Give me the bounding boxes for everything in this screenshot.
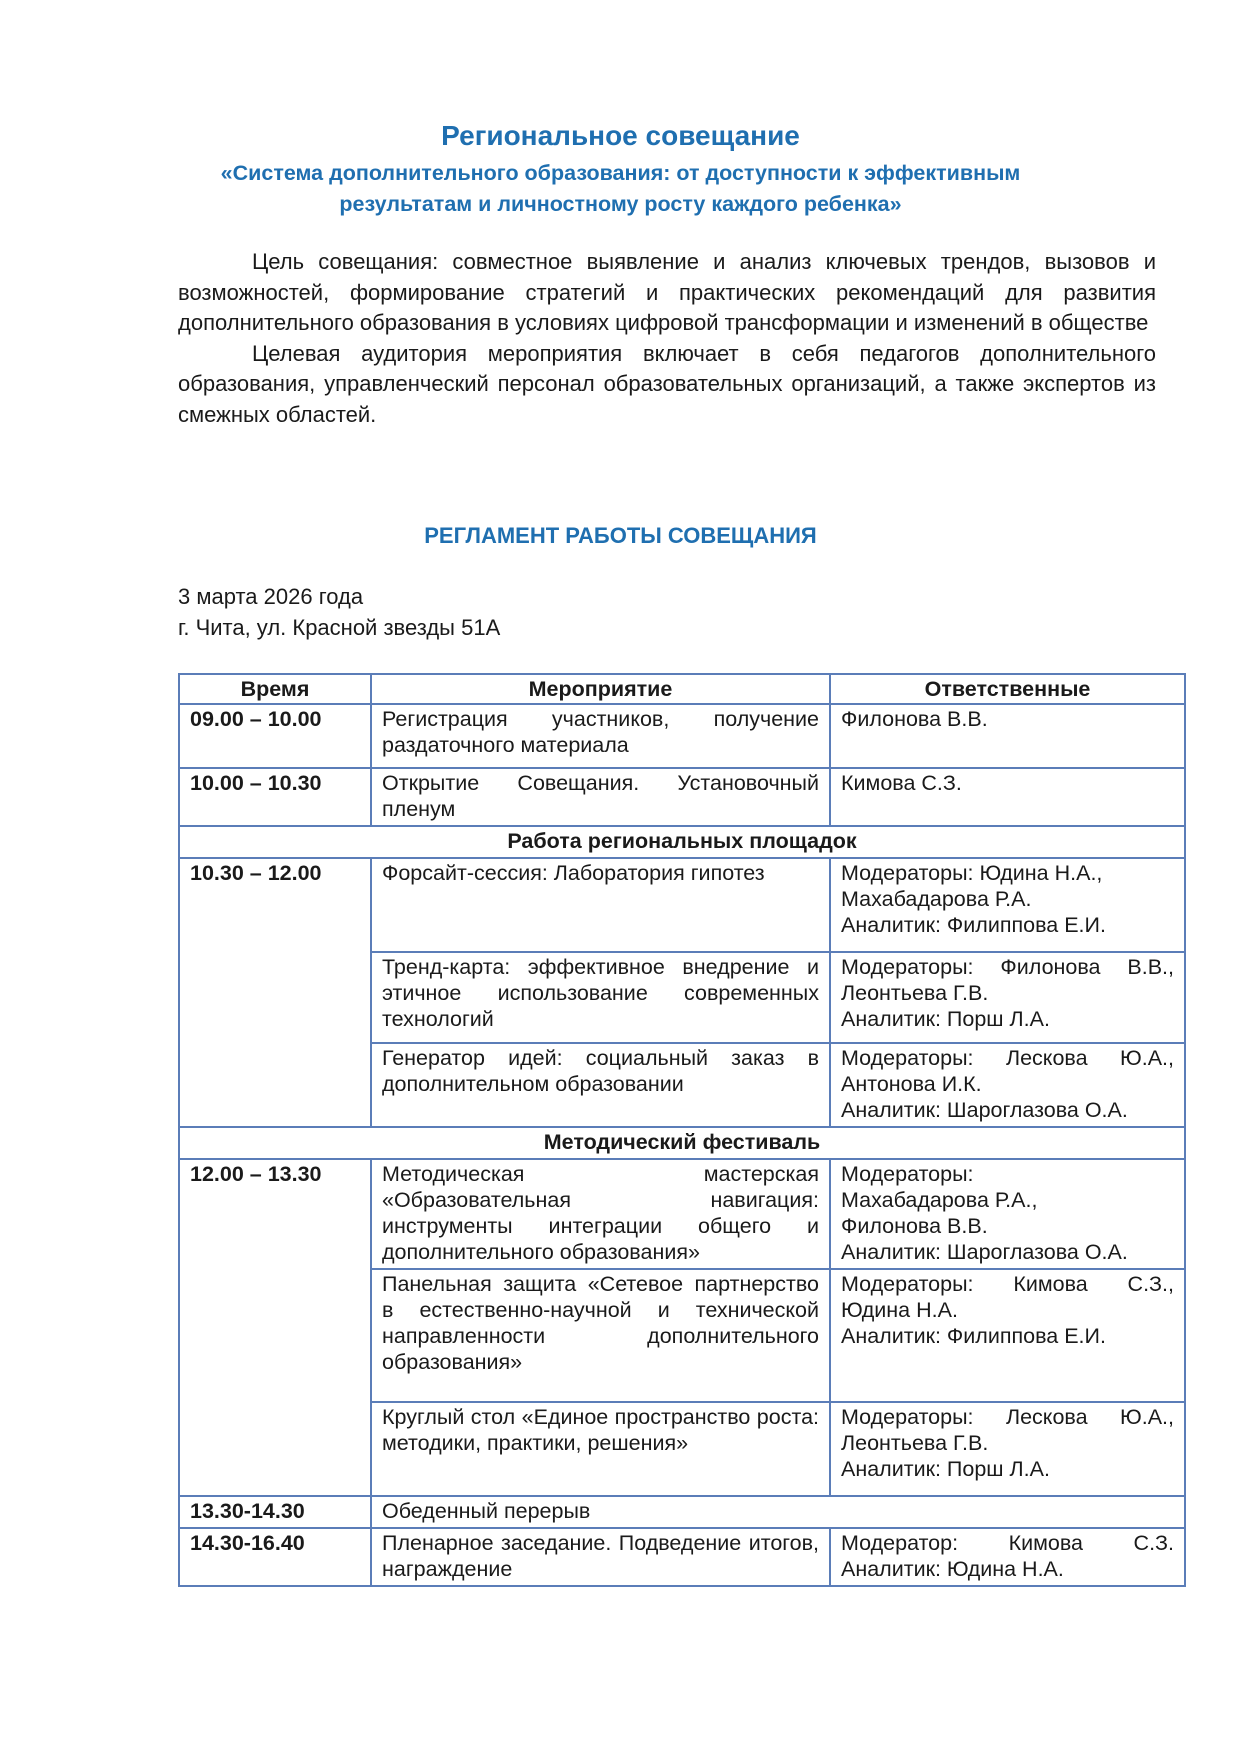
row-responsible [830,1269,1185,1402]
document-subtitle [0,158,1241,220]
responsible-line: Модераторы: Лескова Ю.А., [841,1046,1174,1070]
row-event: Пленарное заседание. Подведение итогов, награждение [371,1528,830,1586]
responsible-line: Модератор: Кимова С.З. [841,1531,1174,1555]
header-event: Мероприятие [371,674,830,704]
event-date: 3 марта 2026 года [178,584,364,609]
row-event: Круглый стол «Единое пространство роста: методики, практики, решения» [371,1402,830,1496]
responsible-line: Аналитик: Филиппова Е.И. [841,1324,1106,1348]
table-row [179,858,1185,952]
responsible-line: Махабадарова Р.А., [841,1188,1038,1212]
row-responsible [830,704,1185,768]
section-row [179,826,1185,858]
responsible-line: Аналитик: Шароглазова О.А. [841,1098,1128,1122]
responsible-line: Аналитик: Порш Л.А. [841,1007,1050,1031]
document-title: Региональное совещание [441,120,800,151]
responsible-line: Аналитик: Юдина Н.А. [841,1557,1064,1581]
row-time: 12.00 – 13.30 [179,1159,371,1496]
event-meta [178,581,500,643]
responsible-line: Аналитик: Порш Л.А. [841,1457,1050,1481]
table-row [179,1159,1185,1269]
section-title-festival: Методический фестиваль [179,1127,1185,1159]
intro-section [178,247,1156,430]
event-address: г. Чита, ул. Красной звезды 51А [178,615,501,640]
row-responsible [830,1402,1185,1496]
table-row [179,768,1185,826]
header-responsible: Ответственные [830,674,1185,704]
responsible-line: Антонова И.К. [841,1072,982,1096]
row-time: 10.00 – 10.30 [179,768,371,826]
subtitle-line-2: результатам и личностному росту каждого ребенка» [339,192,902,216]
row-time: 09.00 – 10.00 [179,704,371,768]
responsible-line: Аналитик: Шароглазова О.А. [841,1240,1128,1264]
row-responsible [830,858,1185,952]
table-row [179,704,1185,768]
row-responsible [830,768,1185,826]
row-event: Открытие Совещания. Установочный пленум [371,768,830,826]
audience-paragraph: Целевая аудитория мероприятия включает в себя педагогов дополнительного образования, управленческий персонал образовательных организаций, а также экспертов из смежных областей. [178,340,1156,427]
goal-paragraph: Цель совещания: совместное выявление и анализ ключевых трендов, вызовов и возможностей, формирование стратегий и практических рекомендаций для развития дополнительного образования в условиях цифровой трансформации и изменений в обществе [178,249,1156,335]
header-time: Время [179,674,371,704]
responsible-line: Филонова В.В. [841,1214,988,1238]
responsible-line: Кимова С.З. [841,771,962,795]
table-row [179,1496,1185,1528]
row-time: 10.30 – 12.00 [179,858,371,1127]
row-responsible [830,952,1185,1043]
table-header-row [179,674,1185,704]
row-responsible [830,1159,1185,1269]
row-time: 14.30-16.40 [179,1528,371,1586]
row-responsible [830,1043,1185,1127]
responsible-line: Леонтьева Г.В. [841,981,989,1005]
responsible-line: Аналитик: Филиппова Е.И. [841,913,1106,937]
row-event: Регистрация участников, получение раздаточного материала [371,704,830,768]
schedule-table [178,673,1186,1587]
row-event: Тренд-карта: эффективное внедрение и этичное использование современных технологий [371,952,830,1043]
row-event: Панельная защита «Сетевое партнерство в естественно-научной и технической направленности дополнительного образования» [371,1269,830,1402]
section-row [179,1127,1185,1159]
row-time: 13.30-14.30 [179,1496,371,1528]
responsible-line: Махабадарова Р.А. [841,887,1032,911]
row-event: Форсайт-сессия: Лаборатория гипотез [371,858,830,952]
responsible-line: Юдина Н.А. [841,1298,958,1322]
subtitle-line-1: «Система дополнительного образования: от доступности к эффективным [220,161,1021,185]
responsible-line: Филонова В.В. [841,707,988,731]
responsible-line: Модераторы: Филонова В.В., [841,955,1174,979]
responsible-line: Модераторы: Лескова Ю.А., [841,1405,1174,1429]
row-event: Методическая мастерская «Образовательная навигация: инструменты интеграции общего и дополнительного образования» [371,1159,830,1269]
responsible-line: Модераторы: Кимова С.З., [841,1272,1174,1296]
row-responsible [830,1528,1185,1586]
responsible-line: Леонтьева Г.В. [841,1431,989,1455]
row-event: Генератор идей: социальный заказ в дополнительном образовании [371,1043,830,1127]
table-row [179,1528,1185,1586]
responsible-line: Модераторы: [841,1162,974,1186]
schedule-title: РЕГЛАМЕНТ РАБОТЫ СОВЕЩАНИЯ [424,523,817,548]
section-title-regional: Работа региональных площадок [179,826,1185,858]
responsible-line: Модераторы: Юдина Н.А., [841,861,1103,885]
row-event: Обеденный перерыв [371,1496,1185,1528]
